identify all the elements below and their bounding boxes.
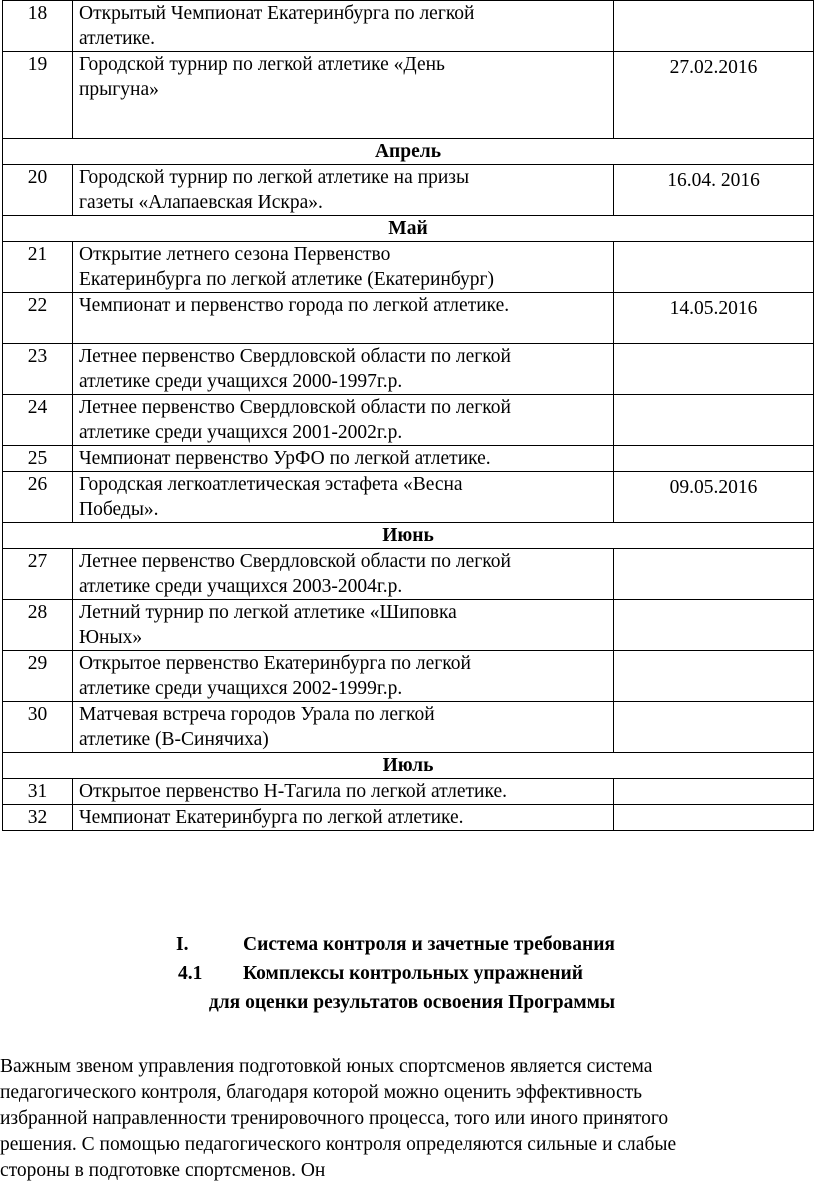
month-label: Июнь	[3, 523, 814, 549]
event-name	[73, 1, 614, 52]
event-number: 23	[3, 344, 73, 395]
event-name-line: атлетике среди учащихся 2003-2004г.р.	[79, 576, 403, 597]
event-row	[3, 344, 814, 395]
event-row	[3, 446, 814, 472]
schedule-table	[2, 0, 814, 831]
event-row	[3, 549, 814, 600]
section-title: Система контроля и зачетные требования	[243, 934, 615, 955]
event-date	[614, 1, 814, 52]
month-header-row	[3, 139, 814, 165]
event-number: 22	[3, 293, 73, 344]
paragraph-line: избранной направленности тренировочного процесса, того или иного принятого	[0, 1108, 669, 1129]
event-name	[73, 779, 614, 805]
paragraph-line: педагогического контроля, благодаря которой можно оценить эффективность	[0, 1082, 643, 1103]
event-name-line: Летнее первенство Свердловской области по легкой	[79, 346, 511, 367]
event-name-line: Открытый Чемпионат Екатеринбурга по легкой	[79, 3, 475, 24]
event-name-line: атлетике.	[79, 28, 156, 49]
event-name-line: прыгуна»	[79, 79, 159, 100]
event-date	[614, 242, 814, 293]
event-name	[73, 242, 614, 293]
event-number: 21	[3, 242, 73, 293]
event-name-line: атлетике среди учащихся 2002-1999г.р.	[79, 678, 403, 699]
event-name-line: Летний турнир по легкой атлетике «Шиповка	[79, 602, 457, 623]
event-name-line: Чемпионат первенство УрФО по легкой атлетике.	[79, 448, 491, 469]
event-number: 26	[3, 472, 73, 523]
month-header-row	[3, 753, 814, 779]
event-name-line: Летнее первенство Свердловской области по легкой	[79, 397, 511, 418]
event-row	[3, 242, 814, 293]
event-name	[73, 52, 614, 139]
event-date	[614, 549, 814, 600]
event-name-line: газеты «Алапаевская Искра».	[79, 192, 323, 213]
event-name	[73, 165, 614, 216]
event-date: 16.04. 2016	[614, 165, 814, 216]
event-name-line: Екатеринбурга по легкой атлетике (Екатеринбург)	[79, 269, 494, 290]
month-header-row	[3, 523, 814, 549]
event-row	[3, 600, 814, 651]
subsection-number: 4.1	[178, 963, 203, 984]
event-number: 31	[3, 779, 73, 805]
event-name-line: Чемпионат и первенство города по легкой атлетике.	[79, 295, 510, 316]
event-number: 25	[3, 446, 73, 472]
schedule-table-body	[3, 1, 814, 831]
event-name-line: Юных»	[79, 627, 143, 648]
event-name	[73, 702, 614, 753]
event-row	[3, 395, 814, 446]
event-name-line: Городской турнир по легкой атлетике на призы	[79, 167, 470, 188]
event-name-line: Чемпионат Екатеринбурга по легкой атлетике.	[79, 807, 464, 828]
subsection-title-line-1: Комплексы контрольных упражнений	[243, 963, 583, 984]
event-number: 30	[3, 702, 73, 753]
event-name-line: Летнее первенство Свердловской области по легкой	[79, 551, 511, 572]
event-number: 24	[3, 395, 73, 446]
body-paragraph	[0, 1054, 816, 1184]
event-name	[73, 344, 614, 395]
event-date	[614, 651, 814, 702]
event-date	[614, 600, 814, 651]
event-name-line: атлетике (В-Синячиха)	[79, 729, 269, 750]
event-row	[3, 779, 814, 805]
paragraph-line: решения. С помощью педагогического контроля определяются сильные и слабые	[0, 1134, 677, 1155]
month-header-row	[3, 216, 814, 242]
event-number: 19	[3, 52, 73, 139]
event-name-line: Городская легкоатлетическая эстафета «Весна	[79, 474, 463, 495]
event-name-line: Матчевая встреча городов Урала по легкой	[79, 704, 435, 725]
section-heading	[0, 930, 816, 959]
month-label: Апрель	[3, 139, 814, 165]
event-name	[73, 549, 614, 600]
event-row	[3, 52, 814, 139]
event-date	[614, 702, 814, 753]
event-date	[614, 395, 814, 446]
section-headings	[0, 930, 816, 1017]
event-date	[614, 779, 814, 805]
event-date	[614, 805, 814, 831]
event-name	[73, 395, 614, 446]
event-name	[73, 472, 614, 523]
event-row	[3, 1, 814, 52]
event-name-line: атлетике среди учащихся 2001-2002г.р.	[79, 422, 403, 443]
month-label: Май	[3, 216, 814, 242]
event-date: 09.05.2016	[614, 472, 814, 523]
event-row	[3, 472, 814, 523]
event-name	[73, 293, 614, 344]
event-name	[73, 805, 614, 831]
event-name	[73, 651, 614, 702]
event-number: 29	[3, 651, 73, 702]
event-date: 14.05.2016	[614, 293, 814, 344]
event-name	[73, 446, 614, 472]
event-name	[73, 600, 614, 651]
event-date	[614, 446, 814, 472]
paragraph-line: стороны в подготовке спортсменов. Он	[0, 1160, 326, 1181]
event-date	[614, 344, 814, 395]
event-number: 32	[3, 805, 73, 831]
subsection-title-line-2: для оценки результатов освоения Программы	[208, 992, 616, 1013]
event-row	[3, 293, 814, 344]
section-roman-numeral: I.	[176, 934, 189, 955]
event-row	[3, 165, 814, 216]
event-name-line: Открытое первенство Екатеринбурга по легкой	[79, 653, 471, 674]
paragraph-line: Важным звеном управления подготовкой юных спортсменов является система	[0, 1056, 653, 1077]
event-name-line: атлетике среди учащихся 2000-1997г.р.	[79, 371, 403, 392]
event-number: 27	[3, 549, 73, 600]
event-name-line: Открытие летнего сезона Первенство	[79, 244, 391, 265]
subsection-heading	[0, 959, 816, 988]
event-name-line: Открытое первенство Н-Тагила по легкой атлетике.	[79, 781, 508, 802]
event-name-line: Победы».	[79, 499, 159, 520]
event-row	[3, 702, 814, 753]
event-row	[3, 805, 814, 831]
month-label: Июль	[3, 753, 814, 779]
event-number: 18	[3, 1, 73, 52]
event-number: 20	[3, 165, 73, 216]
event-date: 27.02.2016	[614, 52, 814, 139]
event-row	[3, 651, 814, 702]
event-number: 28	[3, 600, 73, 651]
event-name-line: Городской турнир по легкой атлетике «День	[79, 54, 445, 75]
